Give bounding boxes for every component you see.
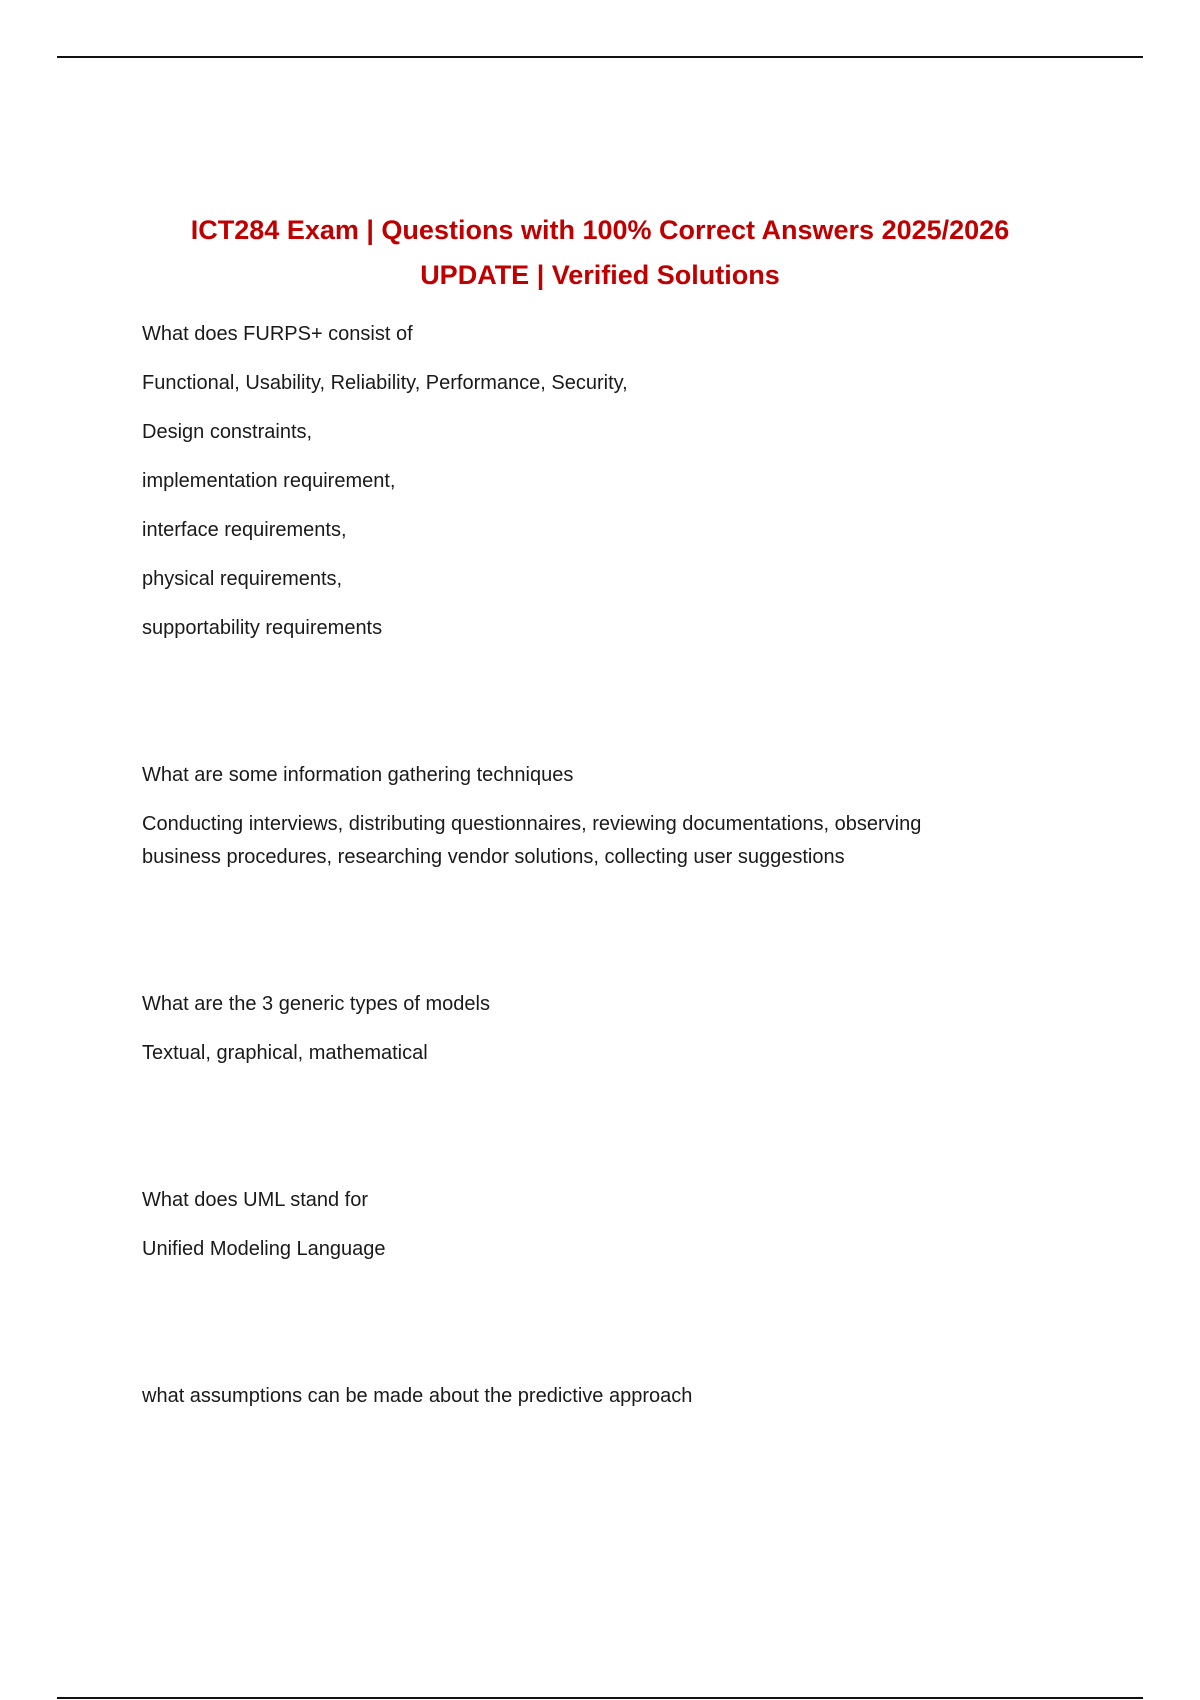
question-4: What does UML stand for (142, 1189, 369, 1211)
question-2: What are some information gathering techniques (142, 764, 574, 786)
document-title (120, 208, 1080, 298)
answer-2-line-1: Conducting interviews, distributing questionnaires, reviewing documentations, observing (142, 813, 922, 835)
question-5: what assumptions can be made about the predictive approach (142, 1385, 693, 1407)
question-3: What are the 3 generic types of models (142, 993, 490, 1015)
answer-1-line-4: interface requirements, (142, 519, 347, 541)
answer-2-line-2: business procedures, researching vendor solutions, collecting user suggestions (142, 846, 845, 868)
question-1: What does FURPS+ consist of (142, 323, 413, 345)
answer-1-line-1: Functional, Usability, Reliability, Performance, Security, (142, 372, 628, 394)
answer-1-line-3: implementation requirement, (142, 470, 396, 492)
answer-4-line-1: Unified Modeling Language (142, 1238, 386, 1260)
title-line-1: ICT284 Exam | Questions with 100% Correct Answers 2025/2026 (190, 215, 1010, 245)
answer-1-line-5: physical requirements, (142, 568, 343, 590)
bottom-rule (57, 1697, 1143, 1699)
answer-1-line-6: supportability requirements (142, 617, 383, 639)
answer-1-line-2: Design constraints, (142, 421, 313, 443)
answer-3-line-1: Textual, graphical, mathematical (142, 1042, 428, 1064)
top-rule (57, 56, 1143, 58)
title-line-2: UPDATE | Verified Solutions (420, 260, 780, 290)
